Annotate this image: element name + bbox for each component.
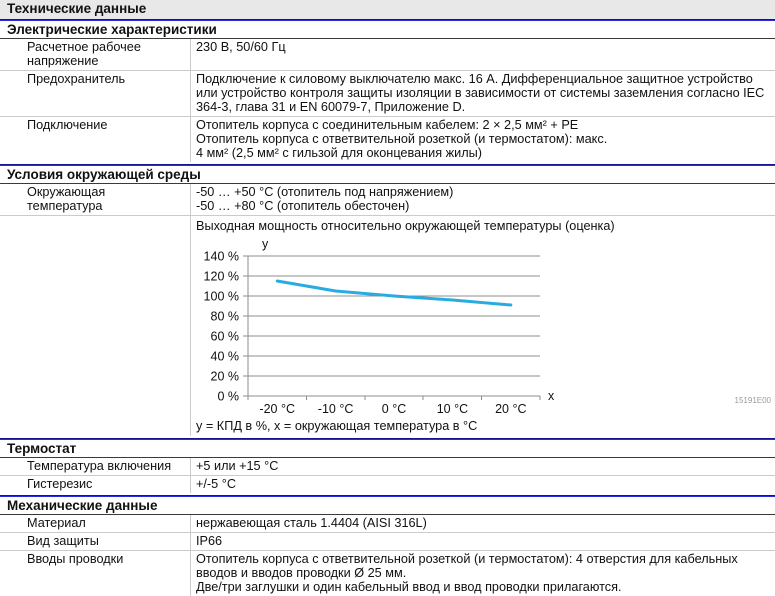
row-label: Подключение bbox=[27, 118, 108, 132]
row-value bbox=[190, 117, 775, 162]
row-label bbox=[0, 216, 190, 436]
svg-text:y: y bbox=[262, 237, 269, 251]
row-label: Материал bbox=[27, 516, 86, 530]
svg-text:100 %: 100 % bbox=[203, 289, 239, 304]
row-value bbox=[190, 458, 775, 475]
value-line: Отопитель корпуса с ответвительной розеткой (и термостатом): 4 отверстия для кабельных вводов и вводов проводки Ø 25 мм. bbox=[196, 552, 738, 580]
value-line: Две/три заглушки и один кабельный ввод и ввод проводки прилагаются. bbox=[196, 580, 622, 594]
value-line: -50 … +50 °C (отопитель под напряжением) bbox=[196, 185, 454, 199]
value-line: 4 мм² (2,5 мм² с гильзой для оконцевания жилы) bbox=[196, 146, 482, 160]
row-value bbox=[190, 184, 775, 215]
table-row bbox=[0, 116, 775, 162]
section-electrical bbox=[0, 21, 775, 162]
section-title: Термостат bbox=[0, 440, 775, 458]
section-mechanical bbox=[0, 497, 775, 596]
row-label: Температура включения bbox=[27, 459, 172, 473]
value-line: Отопитель корпуса с ответвительной розеткой (и термостатом): макс. bbox=[196, 132, 608, 146]
svg-text:0 °C: 0 °C bbox=[381, 402, 407, 416]
row-value bbox=[190, 551, 775, 596]
section-title: Условия окружающей среды bbox=[0, 166, 775, 184]
svg-text:60 %: 60 % bbox=[210, 329, 239, 344]
table-row bbox=[0, 550, 775, 596]
svg-text:80 %: 80 % bbox=[210, 309, 239, 324]
section-ambient bbox=[0, 166, 775, 436]
chart-caption: y = КПД в %, x = окружающая температура в °C bbox=[196, 419, 478, 433]
row-label: Гистерезис bbox=[27, 477, 93, 491]
value-line: +5 или +15 °C bbox=[196, 459, 279, 473]
row-label: Окружающая температура bbox=[27, 185, 106, 213]
table-row bbox=[0, 515, 775, 532]
row-value bbox=[190, 39, 775, 70]
chart-row bbox=[0, 215, 775, 436]
row-label: Предохранитель bbox=[27, 72, 126, 86]
svg-text:-10 °C: -10 °C bbox=[317, 402, 354, 416]
svg-text:20 %: 20 % bbox=[210, 369, 239, 384]
row-label: Расчетное рабочее напряжение bbox=[27, 40, 141, 68]
chart-title: Выходная мощность относительно окружающей температуры (оценка) bbox=[196, 219, 615, 233]
table-row bbox=[0, 70, 775, 116]
value-line: Подключение к силовому выключателю макс. 16 А. Дифференциальное защитное устройство или устройство контроля защиты изоляции в зависимости от системы заземления согласно IEC 364-3, глава 31 и EN 60079-7, Приложение D. bbox=[196, 72, 765, 114]
section-title: Механические данные bbox=[0, 497, 775, 515]
page-title: Технические данные bbox=[0, 0, 775, 19]
value-line: -50 … +80 °C (отопитель обесточен) bbox=[196, 199, 410, 213]
value-line: Отопитель корпуса с соединительным кабелем: 2 × 2,5 мм² + PE bbox=[196, 118, 579, 132]
row-label: Вид защиты bbox=[27, 534, 99, 548]
table-row bbox=[0, 39, 775, 70]
value-line: нержавеющая сталь 1.4404 (AISI 316L) bbox=[196, 516, 427, 530]
table-row bbox=[0, 532, 775, 550]
table-row bbox=[0, 458, 775, 475]
row-value bbox=[190, 515, 775, 532]
value-line: IP66 bbox=[196, 534, 223, 548]
value-line: 230 В, 50/60 Гц bbox=[196, 40, 286, 54]
svg-text:-20 °C: -20 °C bbox=[259, 402, 295, 416]
row-value bbox=[190, 476, 775, 493]
svg-text:x: x bbox=[548, 389, 555, 403]
row-value bbox=[190, 533, 775, 550]
value-line: +/-5 °C bbox=[196, 477, 236, 491]
section-thermostat bbox=[0, 440, 775, 493]
table-row bbox=[0, 184, 775, 215]
figure-id: 15191E00 bbox=[734, 396, 771, 405]
chart-area bbox=[190, 216, 775, 436]
section-title: Электрические характеристики bbox=[0, 21, 775, 39]
row-label: Вводы проводки bbox=[27, 552, 124, 566]
table-row bbox=[0, 475, 775, 493]
svg-text:0 %: 0 % bbox=[217, 389, 239, 404]
svg-text:40 %: 40 % bbox=[210, 349, 239, 364]
power-vs-temperature-chart bbox=[196, 236, 564, 416]
svg-text:120 %: 120 % bbox=[203, 269, 239, 284]
svg-text:10 °C: 10 °C bbox=[436, 402, 469, 416]
svg-text:20 °C: 20 °C bbox=[495, 402, 527, 416]
row-value bbox=[190, 71, 775, 116]
svg-text:140 %: 140 % bbox=[203, 249, 239, 264]
